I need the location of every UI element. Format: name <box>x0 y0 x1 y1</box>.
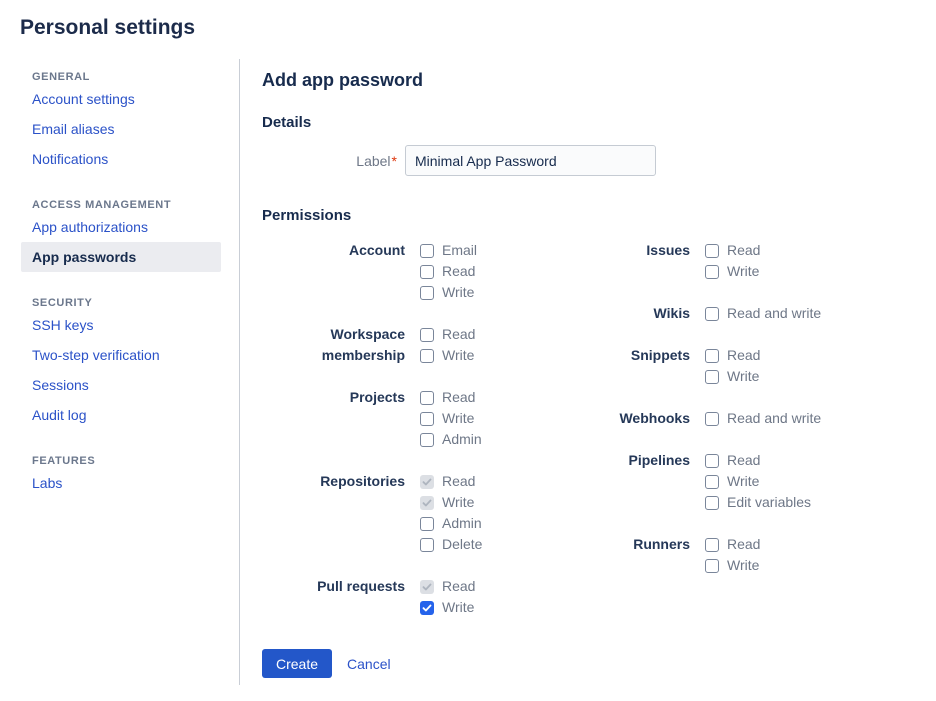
sidebar-item-sessions[interactable]: Sessions <box>32 377 89 393</box>
permission-option-repositories-read <box>420 471 482 492</box>
permission-option-label: Write <box>442 284 475 300</box>
permissions-heading: Permissions <box>262 207 352 224</box>
sidebar-item-account-settings[interactable]: Account settings <box>32 91 135 107</box>
permission-group-name: Workspace membership <box>321 326 405 363</box>
permission-option-label: Admin <box>442 431 482 447</box>
sidebar-item-ssh-keys[interactable]: SSH keys <box>32 317 94 333</box>
checkbox-unchecked-icon[interactable] <box>705 496 719 510</box>
sidebar-section-general <box>0 71 239 174</box>
permission-options <box>420 471 482 555</box>
permission-option-label: Read <box>727 242 761 258</box>
permission-option-webhooks-read-and-write[interactable] <box>705 408 821 429</box>
permission-option-projects-write[interactable] <box>420 408 482 429</box>
permission-option-issues-write[interactable] <box>705 261 760 282</box>
label-field-label-text: Label <box>356 152 391 169</box>
permission-option-workspace-membership-read[interactable] <box>420 324 475 345</box>
sidebar-section-heading: FEATURES <box>32 455 96 467</box>
permission-option-repositories-delete[interactable] <box>420 534 482 555</box>
permission-group-projects <box>262 387 560 450</box>
permission-option-label: Admin <box>442 515 482 531</box>
checkbox-unchecked-icon[interactable] <box>705 265 719 279</box>
sidebar-section-heading: GENERAL <box>32 71 90 83</box>
checkbox-unchecked-icon[interactable] <box>705 412 719 426</box>
permission-option-wikis-read-and-write[interactable] <box>705 303 821 324</box>
checkbox-unchecked-icon[interactable] <box>705 244 719 258</box>
permission-option-label: Read <box>442 389 476 405</box>
checkbox-unchecked-icon[interactable] <box>705 475 719 489</box>
create-button[interactable]: Create <box>262 649 332 678</box>
sidebar-item-two-step-verification[interactable]: Two-step verification <box>32 347 160 363</box>
permission-option-label: Read <box>442 578 476 594</box>
sidebar-item-notifications[interactable]: Notifications <box>32 151 109 167</box>
permission-group-account <box>262 240 560 303</box>
checkbox-unchecked-icon[interactable] <box>420 286 434 300</box>
permission-option-runners-write[interactable] <box>705 555 760 576</box>
checkbox-unchecked-icon[interactable] <box>420 517 434 531</box>
permission-option-snippets-write[interactable] <box>705 366 760 387</box>
permission-option-label: Write <box>727 557 760 573</box>
permission-option-label: Read <box>727 536 761 552</box>
permission-group-name: Issues <box>646 242 690 258</box>
sidebar-item-labs[interactable]: Labs <box>32 475 63 491</box>
permissions-left-column <box>262 240 560 618</box>
permission-option-label: Edit variables <box>727 494 812 510</box>
permission-option-pull-requests-write[interactable] <box>420 597 475 618</box>
permission-option-workspace-membership-write[interactable] <box>420 345 475 366</box>
permission-group-name: Snippets <box>630 347 690 363</box>
permission-option-snippets-read[interactable] <box>705 345 760 366</box>
sidebar-section-heading: ACCESS MANAGEMENT <box>32 199 172 211</box>
permission-group-workspace-membership <box>262 324 560 366</box>
sidebar-item-app-passwords[interactable]: App passwords <box>21 242 221 272</box>
main-content <box>240 59 936 685</box>
checkbox-unchecked-icon[interactable] <box>705 307 719 321</box>
permission-option-label: Read and write <box>727 305 822 321</box>
permission-option-label: Read <box>442 263 476 279</box>
permission-group-name: Runners <box>633 536 690 552</box>
settings-layout <box>0 59 936 685</box>
permission-option-account-email[interactable] <box>420 240 477 261</box>
permission-options <box>705 303 821 324</box>
permission-option-label: Read <box>727 452 761 468</box>
checkbox-checked-icon[interactable] <box>420 601 434 615</box>
checkbox-unchecked-icon[interactable] <box>705 559 719 573</box>
permission-options <box>705 345 760 387</box>
permission-option-runners-read[interactable] <box>705 534 760 555</box>
permission-option-issues-read[interactable] <box>705 240 760 261</box>
permission-option-pipelines-edit-variables[interactable] <box>705 492 811 513</box>
permission-options <box>420 576 475 618</box>
checkbox-unchecked-icon[interactable] <box>420 265 434 279</box>
sidebar-item-email-aliases[interactable]: Email aliases <box>32 121 115 137</box>
permission-option-label: Email <box>442 242 478 258</box>
permission-option-label: Write <box>727 473 760 489</box>
permission-group-name: Repositories <box>320 473 405 489</box>
permission-group-repositories <box>262 471 560 555</box>
permission-group-wikis <box>560 303 821 324</box>
checkbox-unchecked-icon[interactable] <box>705 349 719 363</box>
permission-group-name: Pipelines <box>628 452 690 468</box>
checkbox-unchecked-icon[interactable] <box>705 538 719 552</box>
permission-option-label: Read and write <box>727 410 822 426</box>
sidebar-section-heading: SECURITY <box>32 297 93 309</box>
permission-option-repositories-admin[interactable] <box>420 513 482 534</box>
checkbox-unchecked-icon[interactable] <box>420 244 434 258</box>
permission-options <box>705 240 760 282</box>
permission-options <box>705 534 760 576</box>
permission-group-name: Wikis <box>653 305 690 321</box>
permission-option-label: Write <box>442 347 475 363</box>
checkbox-unchecked-icon[interactable] <box>420 538 434 552</box>
permission-option-label: Delete <box>442 536 483 552</box>
permission-group-runners <box>560 534 821 576</box>
permission-option-pull-requests-read <box>420 576 475 597</box>
checkbox-checked-icon <box>420 475 434 489</box>
sidebar-section-access-management <box>0 199 239 272</box>
required-asterisk: * <box>391 152 397 169</box>
checkbox-unchecked-icon[interactable] <box>420 328 434 342</box>
permission-option-projects-read[interactable] <box>420 387 482 408</box>
permission-group-name: Account <box>349 242 405 258</box>
permission-options <box>420 387 482 450</box>
permission-option-repositories-write <box>420 492 482 513</box>
checkbox-checked-icon <box>420 580 434 594</box>
permissions-right-column <box>560 240 821 618</box>
sidebar-item-app-authorizations[interactable]: App authorizations <box>32 219 148 235</box>
permission-group-pipelines <box>560 450 821 513</box>
permission-option-label: Read <box>442 326 476 342</box>
page-title: Personal settings <box>20 16 196 39</box>
permission-options <box>420 324 475 366</box>
checkbox-unchecked-icon[interactable] <box>705 454 719 468</box>
permission-option-label: Write <box>442 599 475 615</box>
label-field-label <box>262 153 397 169</box>
permission-group-name: Webhooks <box>619 410 690 426</box>
permission-group-pull-requests <box>262 576 560 618</box>
form-title: Add app password <box>262 70 424 90</box>
permission-group-webhooks <box>560 408 821 429</box>
permissions-grid <box>262 240 936 618</box>
permission-options <box>705 450 811 513</box>
sidebar <box>0 59 240 685</box>
checkbox-unchecked-icon[interactable] <box>420 412 434 426</box>
sidebar-item-audit-log[interactable]: Audit log <box>32 407 87 423</box>
permission-options <box>420 240 477 303</box>
label-field-row <box>262 145 936 176</box>
checkbox-unchecked-icon[interactable] <box>420 391 434 405</box>
permission-group-name: Pull requests <box>317 578 405 594</box>
permission-group-name: Projects <box>349 389 405 405</box>
sidebar-section-security <box>0 297 239 430</box>
sidebar-section-features <box>0 455 239 498</box>
permission-option-account-read[interactable] <box>420 261 477 282</box>
permission-option-label: Write <box>442 494 475 510</box>
permission-option-pipelines-write[interactable] <box>705 471 811 492</box>
permission-option-label: Read <box>727 347 761 363</box>
checkbox-unchecked-icon[interactable] <box>420 349 434 363</box>
cancel-link[interactable]: Cancel <box>347 655 391 672</box>
permission-option-label: Write <box>727 368 760 384</box>
checkbox-checked-icon <box>420 496 434 510</box>
checkbox-unchecked-icon[interactable] <box>705 370 719 384</box>
permission-group-issues <box>560 240 821 282</box>
permission-options <box>705 408 821 429</box>
form-actions <box>262 649 936 678</box>
permission-option-pipelines-read[interactable] <box>705 450 811 471</box>
label-input[interactable] <box>405 145 656 176</box>
permission-option-projects-admin[interactable] <box>420 429 482 450</box>
details-heading: Details <box>262 114 312 131</box>
checkbox-unchecked-icon[interactable] <box>420 433 434 447</box>
permission-option-label: Read <box>442 473 476 489</box>
permission-option-account-write[interactable] <box>420 282 477 303</box>
permission-option-label: Write <box>727 263 760 279</box>
permission-group-snippets <box>560 345 821 387</box>
permission-option-label: Write <box>442 410 475 426</box>
